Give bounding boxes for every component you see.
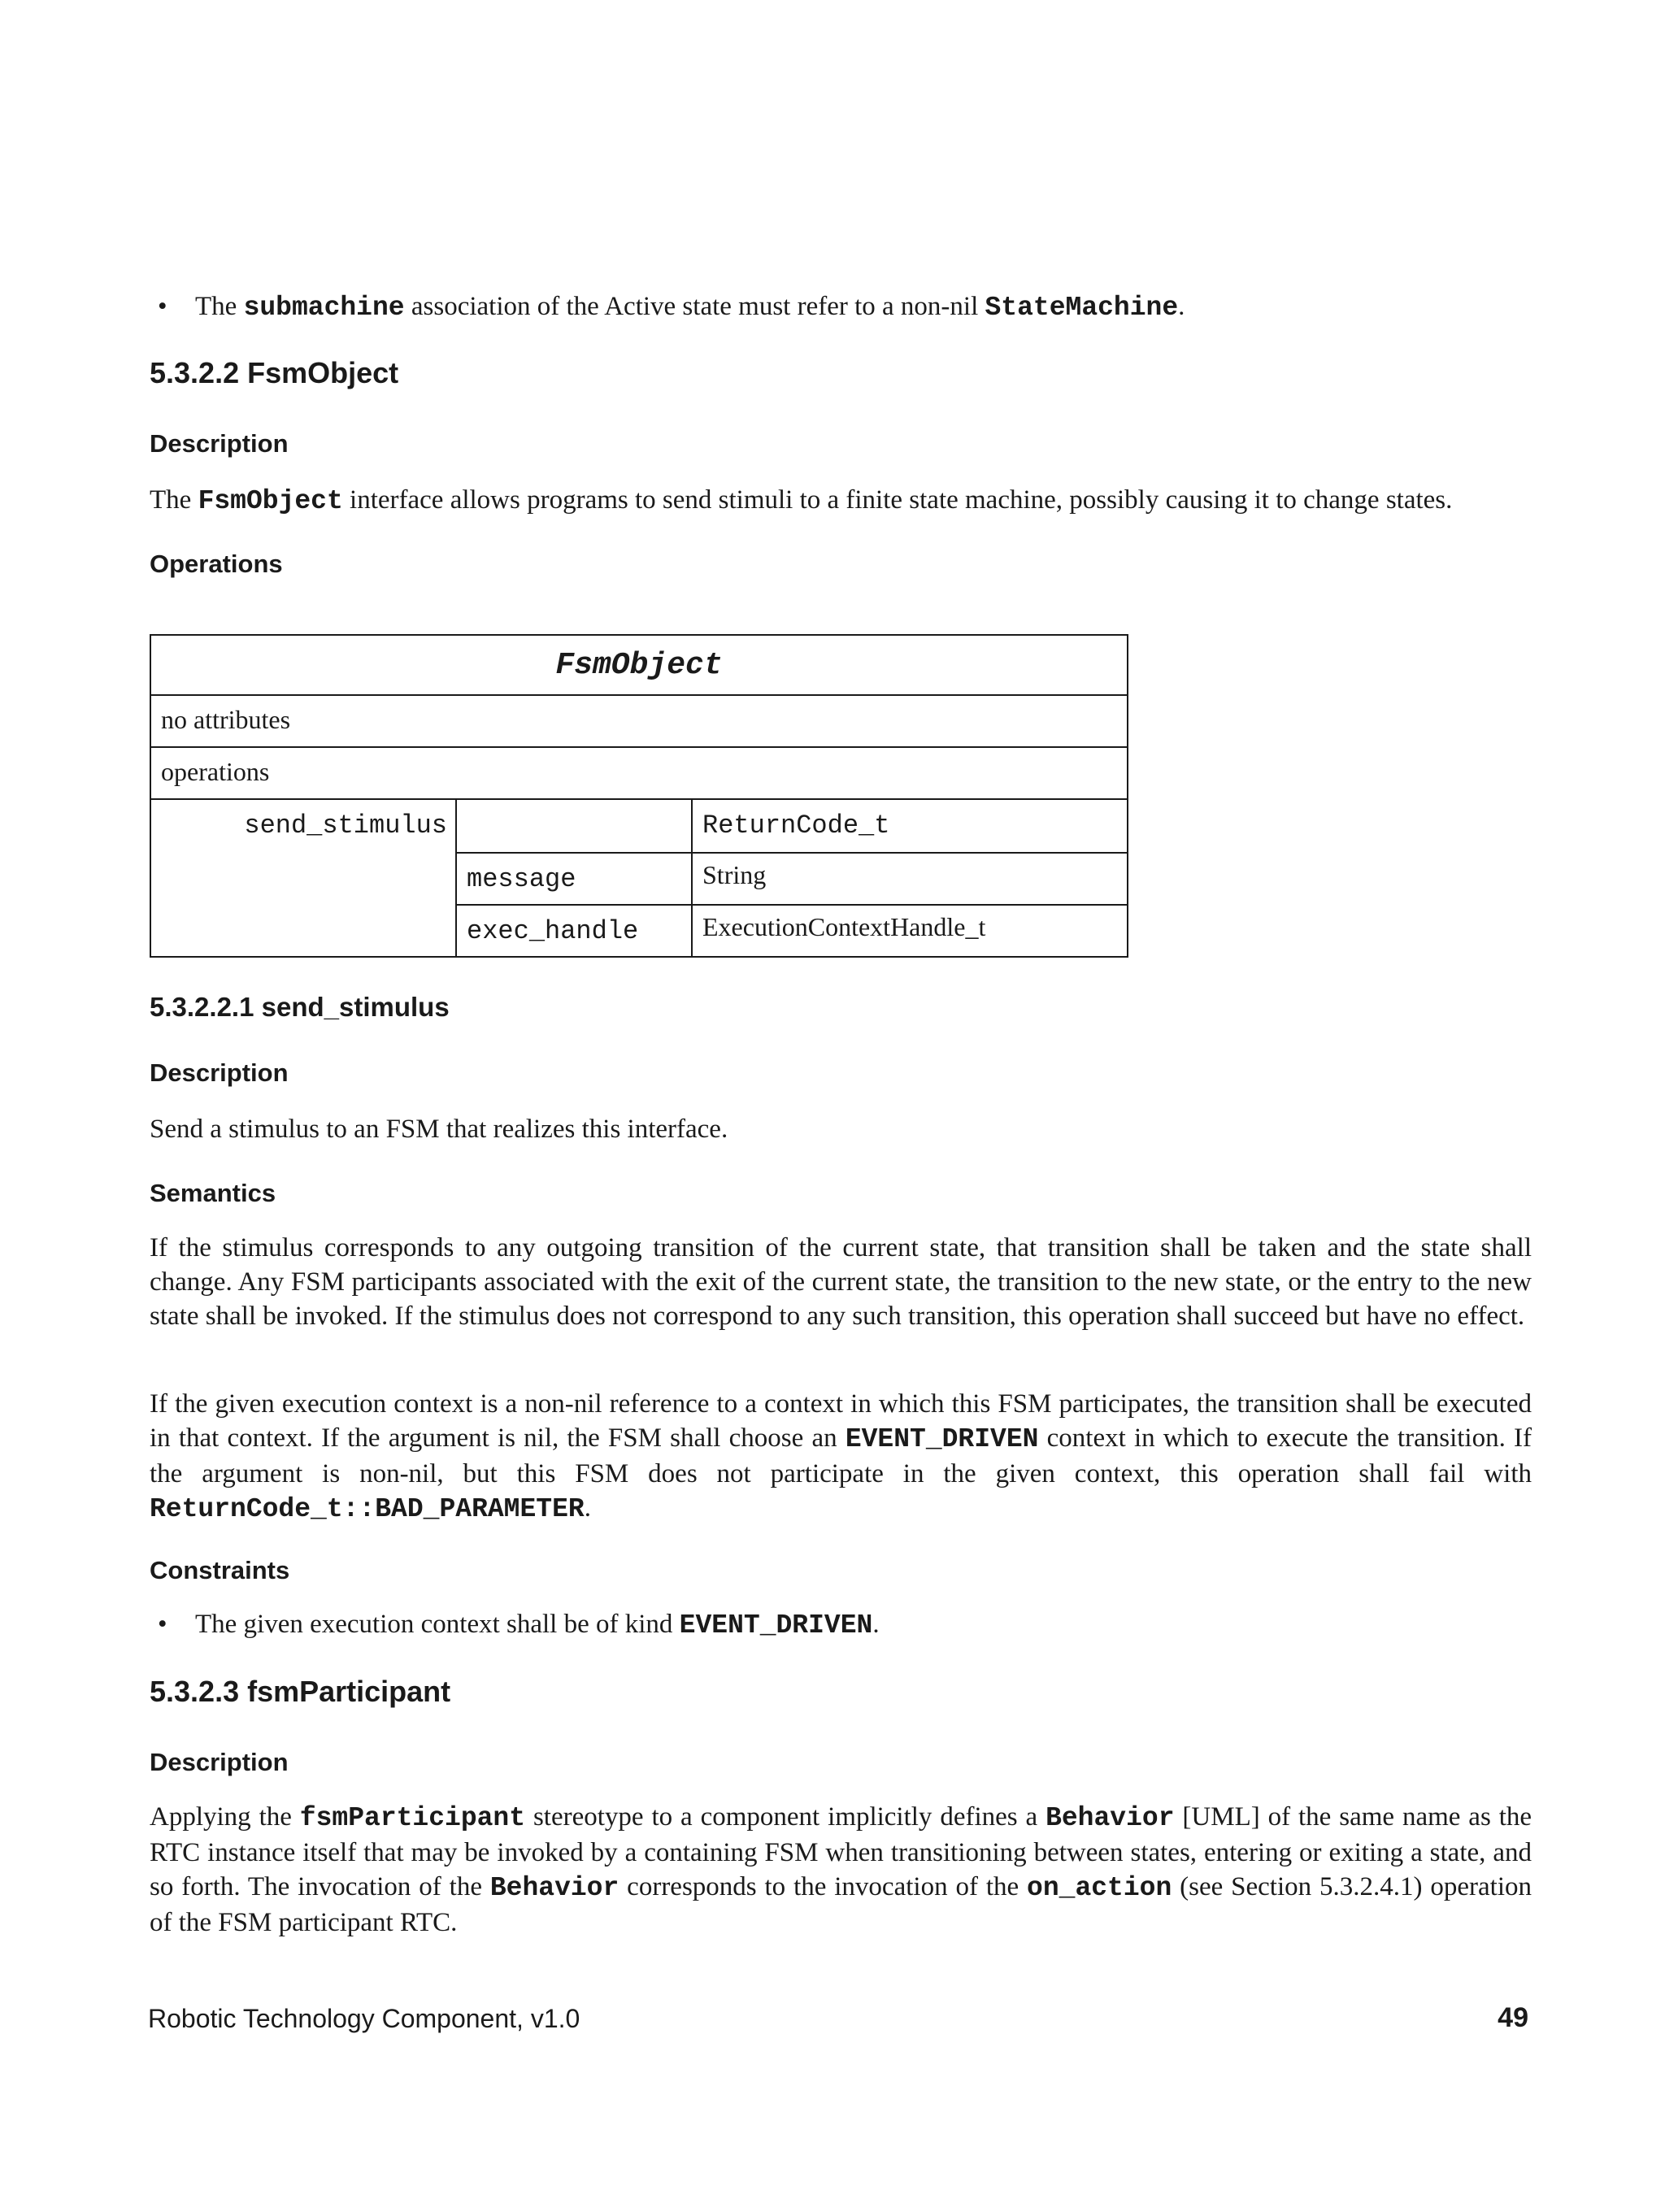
code-fsmparticipant: fsmParticipant [299, 1803, 526, 1833]
bullet-icon: • [158, 292, 167, 321]
submachine-constraint-bullet [158, 289, 1185, 325]
param-type-exec-handle: ExecutionContextHandle_t [702, 912, 986, 941]
page-number: 49 [1498, 2002, 1528, 2033]
table-divider [151, 798, 1127, 800]
section-heading-send-stimulus: 5.3.2.2.1 send_stimulus [150, 992, 450, 1022]
footer-document-title: Robotic Technology Component, v1.0 [148, 2004, 580, 2033]
bullet-icon: • [158, 1610, 167, 1639]
table-operations-row: operations [161, 757, 270, 786]
text: corresponds to the invocation of the [619, 1872, 1028, 1901]
table-divider [455, 852, 1127, 854]
table-divider [455, 904, 1127, 906]
send-stimulus-description: Send a stimulus to an FSM that realizes this interface. [150, 1115, 728, 1144]
text: (see Section 5.3.2.4.1) operation of the FSM participant RTC. [150, 1872, 1532, 1937]
text: interface allows programs to send stimuli to a finite state machine, possibly causing it to change states. [342, 485, 1453, 515]
table-attributes-row: no attributes [161, 705, 291, 734]
table-divider [151, 746, 1127, 748]
param-name-exec-handle: exec_handle [467, 916, 639, 946]
table-column-divider [455, 798, 457, 956]
description-label: Description [150, 1058, 289, 1087]
operation-name: send_stimulus [244, 810, 447, 841]
text: The given execution context shall be of kind [195, 1610, 680, 1639]
text: [UML] of the same name as the RTC instance itself that may be invoked by a containing FSM when transitioning between states, entering or exiting a state, and so forth. The invocation of the [150, 1802, 1532, 1901]
semantics-paragraph-2 [150, 1387, 1532, 1527]
code-on-action: on_action [1027, 1873, 1172, 1903]
code-submachine: submachine [243, 293, 405, 323]
fsmparticipant-description [150, 1800, 1532, 1940]
operations-label: Operations [150, 550, 283, 578]
code-fsmobject: FsmObject [198, 486, 343, 516]
code-behavior: Behavior [489, 1873, 619, 1903]
semantics-label: Semantics [150, 1179, 276, 1207]
fsmobject-description [150, 483, 1548, 519]
param-name-message: message [467, 864, 576, 894]
table-divider [151, 694, 1127, 696]
description-label: Description [150, 1748, 289, 1776]
section-heading-fsmparticipant: 5.3.2.3 fsmParticipant [150, 1675, 451, 1708]
fsmobject-operations-table [150, 634, 1128, 958]
description-label: Description [150, 429, 289, 458]
text: Applying the [150, 1802, 300, 1832]
section-heading-fsmobject: 5.3.2.2 FsmObject [150, 356, 399, 389]
text: If the given execution context is a non-nil reference to a context in which this FSM participates, the transition shall be executed in that context. If the argument is nil, the FSM shall choose an [150, 1389, 1532, 1453]
text: . [584, 1493, 591, 1523]
semantics-paragraph-1: If the stimulus corresponds to any outgoing transition of the current state, that transition shall be taken and the state shall change. Any FSM participants associated with the exit of the current state, the transition to the new state, or the entry to the new state shall be invoked. If the stimulus does not correspond to any such transition, this operation shall succeed but have no effect. [150, 1233, 1532, 1331]
table-title: FsmObject [555, 647, 723, 683]
text: context in which to execute the transition. If the argument is non-nil, but this FSM does not participate in the given context, this operation shall fail with [150, 1423, 1532, 1488]
text: . [1178, 292, 1185, 321]
code-event-driven: EVENT_DRIVEN [679, 1610, 873, 1641]
table-column-divider [691, 798, 693, 956]
text: The [195, 292, 244, 321]
text: stereotype to a component implicitly defines a [525, 1802, 1046, 1832]
constraint-bullet [158, 1607, 880, 1643]
text: . [872, 1610, 880, 1639]
code-bad-parameter: ReturnCode_t::BAD_PARAMETER [150, 1494, 585, 1524]
code-statemachine: StateMachine [985, 293, 1179, 323]
text: The [150, 485, 198, 515]
constraints-label: Constraints [150, 1556, 290, 1584]
text: association of the Active state must refer to a non-nil [404, 292, 985, 321]
param-type-message: String [702, 860, 767, 889]
operation-return-type: ReturnCode_t [702, 810, 890, 841]
code-event-driven: EVENT_DRIVEN [845, 1424, 1039, 1454]
code-behavior: Behavior [1046, 1803, 1175, 1833]
